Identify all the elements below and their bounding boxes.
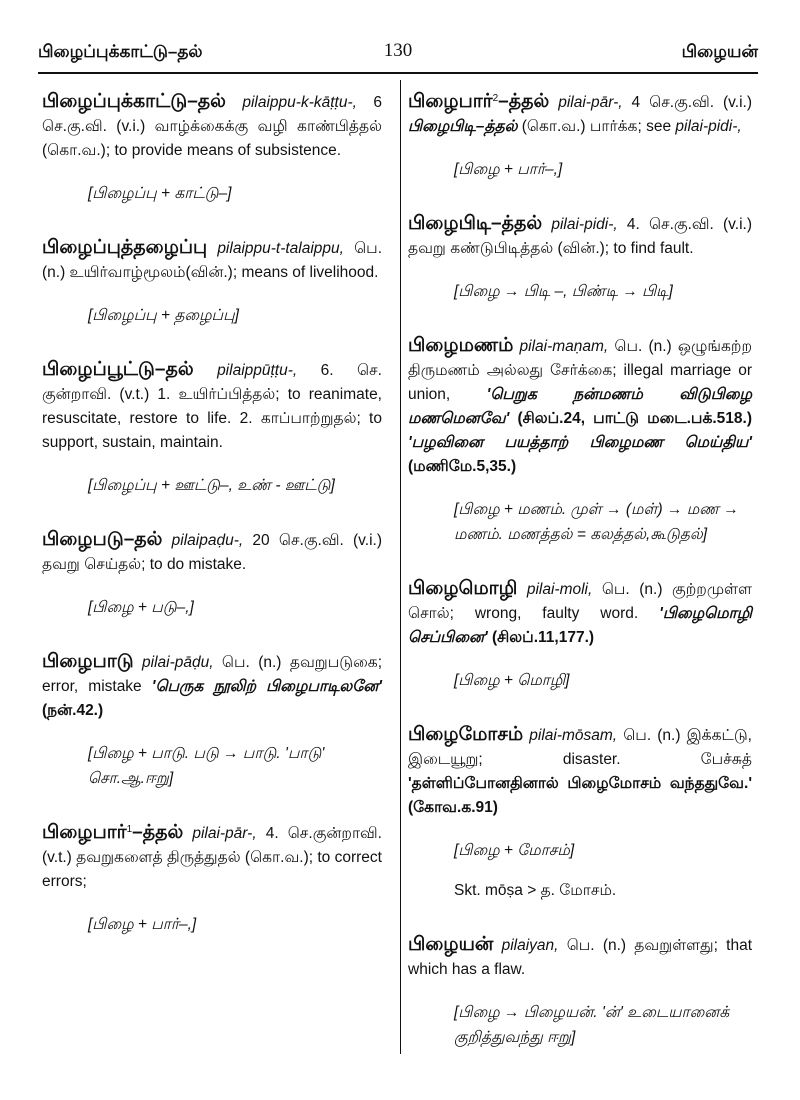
definition: பெ. (n.) குற்றமுள்ள சொல்; wrong, faulty word. [408, 581, 752, 622]
citation: (நன்.42.) [42, 702, 104, 719]
quotation: 'பழவினை பயத்தாற் பிழைமண மெய்திய' [408, 434, 752, 451]
definition: 4. செ.குன்றாவி. (v.t.) தவறுகளைத் திருத்துதல் (கொ.வ.); to correct errors; [42, 825, 382, 890]
definition: 20 செ.கு.வி. (v.i.) தவறு செய்தல்; to do mistake. [42, 532, 382, 573]
loanword-note: Skt. mōṣa > த. மோசம். [454, 882, 617, 899]
quotation: 'பிழைமொழி செப்பினை' [408, 605, 752, 646]
dictionary-entry [42, 236, 382, 328]
quotation: 'பெருக நூலிற் பிழைபாடிலனே' [141, 678, 382, 695]
quotation: 'பெறுக நன்மணம் விடுபிழை மணமெனவே' [408, 386, 752, 427]
headword: பிழைபார் [408, 91, 493, 112]
homonym-number: 1 [126, 823, 133, 835]
homonym-number: 2 [492, 92, 499, 104]
etymology: [பிழை + படு–,] [88, 599, 194, 616]
cross-reference-translit: pilai-pidi-, [675, 118, 742, 135]
etymology: [பிழைப்பு + தழைப்பு] [88, 307, 239, 324]
headword: பிழைபாடு [42, 651, 134, 672]
page-number: 130 [383, 40, 413, 61]
definition: 6 செ.கு.வி. (v.i.) வாழ்க்கைக்கு வழி காண்பித்தல் (கொ.வ.); to provide means of subsistence. [42, 94, 382, 159]
dictionary-entry [42, 650, 382, 791]
headword: பிழைபார் [42, 822, 127, 843]
definition: 6. செ. குன்றாவி. (v.t.) 1. உயிர்ப்பித்தல்; to reanimate, resuscitate, restore to life. 2. காப்பாற்றுதல்; to support, sustain, maintain. [42, 362, 382, 451]
transliteration: pilai-pāḍu, [142, 654, 214, 671]
etymology: [பிழை + பாடு. படு → பாடு. 'பாடு' சொ.ஆ.ஈறு] [88, 745, 325, 787]
definition: பெ. (n.) ஒழுங்கற்ற திருமணம் அல்லது சேர்க்கை; illegal marriage or union, [408, 338, 752, 403]
header-rule [38, 72, 758, 74]
dictionary-entry [42, 90, 382, 206]
etymology: [பிழை + பார்–,] [88, 916, 197, 933]
dictionary-entry [408, 723, 752, 903]
header-left-guideword: பிழைப்புக்காட்டு–தல் [38, 42, 203, 61]
citation: (மணிமே.5,35.) [408, 458, 517, 475]
transliteration: pilai-pār-, [192, 825, 257, 842]
definition-continued: (கொ.வ.) பார்க்க; see [517, 118, 676, 135]
transliteration: pilai-mōsam, [529, 727, 618, 744]
headword-suffix: –த்தல் [498, 91, 550, 112]
dictionary-entry [408, 577, 752, 693]
transliteration: pilaiyan, [501, 937, 559, 954]
etymology: [பிழை + மொழி] [454, 672, 570, 689]
dictionary-entry [42, 528, 382, 620]
page-header [38, 40, 758, 70]
left-column [42, 90, 382, 937]
headword: பிழையன் [408, 934, 494, 955]
definition: பெ. (n.) உயிர்வாழ்மூலம்(வின்.); means of livelihood. [42, 240, 382, 281]
header-right-guideword: பிழையன் [681, 42, 758, 61]
headword: பிழைப்புக்காட்டு–தல் [42, 91, 226, 112]
definition: 4 செ.கு.வி. (v.i.) [622, 94, 752, 111]
dictionary-entry [408, 90, 752, 182]
transliteration: pilai-maṇam, [519, 338, 609, 355]
citation: (கோவ.க.91) [408, 799, 498, 816]
dictionary-entry [408, 933, 752, 1050]
transliteration: pilaippu-k-kāṭṭu-, [242, 94, 357, 111]
dictionary-entry [408, 212, 752, 304]
etymology: [பிழை + பார்–,] [454, 161, 563, 178]
headword: பிழைப்புத்தழைப்பு [42, 237, 208, 258]
etymology: [பிழைப்பு + காட்டு–] [88, 185, 232, 202]
etymology: [பிழைப்பு + ஊட்டு–, உண் - ஊட்டு] [88, 477, 335, 494]
etymology: [பிழை → பிடி –, பிண்டி → பிடி] [454, 283, 673, 300]
headword: பிழைமணம் [408, 335, 514, 356]
column-divider [400, 80, 401, 1054]
dictionary-entry [42, 358, 382, 498]
etymology: [பிழை + மணம். முள் → (மள்) → மண → மணம். மணத்தல் = கலத்தல்,கூடுதல்] [454, 501, 739, 543]
headword-suffix: –த்தல் [132, 822, 184, 843]
definition: பெ. (n.) இக்கட்டு, இடையூறு; disaster. பேச்சுத் [408, 727, 752, 768]
transliteration: pilaippu-t-talaippu, [217, 240, 344, 257]
dictionary-entry [42, 821, 382, 937]
transliteration: pilaippūṭṭu-, [217, 362, 298, 379]
transliteration: pilaipaḍu-, [171, 532, 244, 549]
citation: (சிலப்.24, பாட்டு மடை.பக்.518.) [509, 410, 752, 427]
etymology: [பிழை + மோசம்] [454, 842, 575, 859]
citation: (சிலப்.11,177.) [487, 629, 595, 646]
definition: பெ. (n.) தவறுபடுகை; error, mistake [42, 654, 382, 695]
definition: 4. செ.கு.வி. (v.i.) தவறு கண்டுபிடித்தல் (வின்.); to find fault. [408, 216, 752, 257]
headword: பிழைமொழி [408, 578, 518, 599]
headword: பிழைபிடி–த்தல் [408, 213, 543, 234]
definition: பெ. (n.) தவறுள்ளது; that which has a flaw. [408, 937, 753, 978]
dictionary-entry [408, 334, 752, 547]
etymology: [பிழை → பிழையன். 'ன்' உடையானைக் குறித்துவந்து ஈறு] [454, 1004, 730, 1046]
headword: பிழைமோசம் [408, 724, 524, 745]
transliteration: pilai-moli, [526, 581, 593, 598]
quotation: 'தள்ளிப்போனதினால் பிழைமோசம் வந்ததுவே.' [408, 775, 752, 792]
cross-reference: பிழைபிடி–த்தல் [408, 118, 518, 135]
transliteration: pilai-pidi-, [551, 216, 618, 233]
right-column [408, 90, 752, 1050]
transliteration: pilai-pār-, [558, 94, 623, 111]
headword: பிழைப்பூட்டு–தல் [42, 359, 194, 380]
headword: பிழைபடு–தல் [42, 529, 163, 550]
